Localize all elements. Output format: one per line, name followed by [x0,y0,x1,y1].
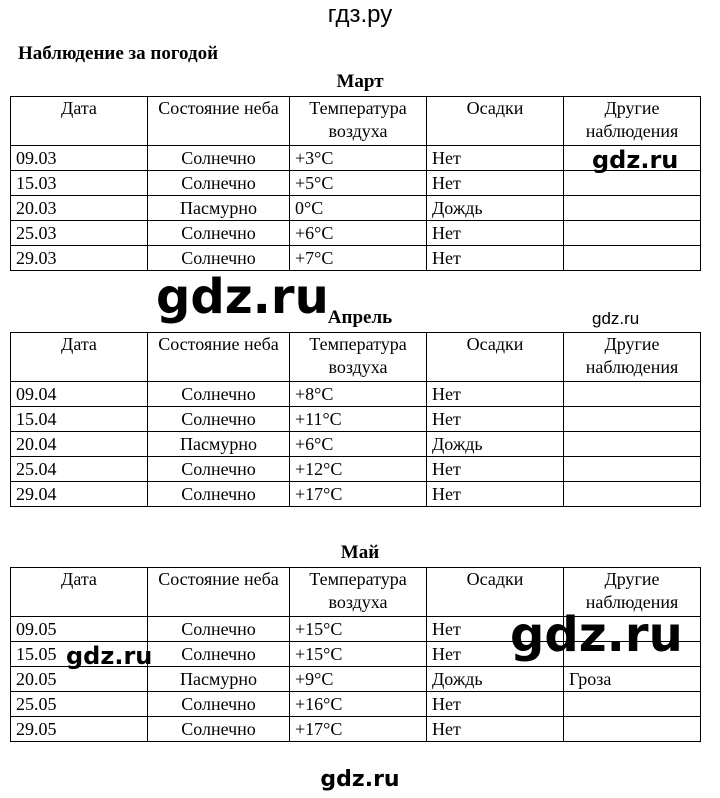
watermark: gdz.ru [592,146,679,174]
cell-precip: Нет [427,382,564,407]
table-row [11,382,701,407]
cell-sky: Солнечно [148,221,290,246]
cell-other [564,382,701,407]
cell-sky: Солнечно [148,642,290,667]
weather-table-march [10,96,701,271]
cell-precip: Нет [427,642,564,667]
cell-date: 15.05 [11,642,148,667]
cell-precip: Дождь [427,432,564,457]
column-header-sky: Состояние неба [148,333,290,382]
column-header-precip: Осадки [427,333,564,382]
site-title: гдз.ру [327,1,393,28]
cell-other [564,221,701,246]
cell-temp: +12°С [290,457,427,482]
cell-sky: Солнечно [148,617,290,642]
cell-sky: Пасмурно [148,667,290,692]
cell-temp: +7°С [290,246,427,271]
cell-temp: +3°С [290,146,427,171]
column-header-sky: Состояние неба [148,97,290,146]
cell-date: 20.05 [11,667,148,692]
month-title-april: Апрель [327,307,393,328]
table-row [11,717,701,742]
cell-temp: +16°С [290,692,427,717]
table-row [11,171,701,196]
cell-other [564,482,701,507]
column-header-other: Другие наблюдения [564,568,701,617]
cell-date: 29.05 [11,717,148,742]
table-row [11,407,701,432]
header-row [11,97,701,146]
footer-watermark: gdz.ru [320,767,400,792]
cell-sky: Пасмурно [148,196,290,221]
cell-date: 15.03 [11,171,148,196]
cell-temp: +6°С [290,221,427,246]
table-row [11,667,701,692]
cell-precip: Нет [427,617,564,642]
cell-other [564,717,701,742]
cell-sky: Солнечно [148,246,290,271]
cell-date: 29.04 [11,482,148,507]
cell-sky: Солнечно [148,482,290,507]
cell-sky: Солнечно [148,146,290,171]
header-row [11,333,701,382]
cell-precip: Дождь [427,667,564,692]
cell-other: Гроза [564,667,701,692]
watermark: gdz.ru [592,309,640,328]
cell-precip: Нет [427,246,564,271]
column-header-date: Дата [11,333,148,382]
column-header-other: Другие наблюдения [564,333,701,382]
cell-other [564,407,701,432]
column-header-date: Дата [11,97,148,146]
cell-sky: Пасмурно [148,432,290,457]
cell-sky: Солнечно [148,407,290,432]
cell-precip: Нет [427,482,564,507]
cell-precip: Нет [427,457,564,482]
cell-date: 25.04 [11,457,148,482]
cell-temp: +15°С [290,642,427,667]
cell-temp: +5°С [290,171,427,196]
column-header-precip: Осадки [427,97,564,146]
cell-other [564,171,701,196]
cell-date: 09.04 [11,382,148,407]
cell-other [564,692,701,717]
watermark: gdz.ru [156,269,329,325]
cell-temp: +17°С [290,482,427,507]
watermark: gdz.ru [510,607,683,663]
cell-date: 20.03 [11,196,148,221]
cell-temp: +15°С [290,617,427,642]
table-row [11,196,701,221]
document-heading: Наблюдение за погодой [18,43,219,64]
table-row [11,246,701,271]
cell-temp: 0°С [290,196,427,221]
cell-precip: Нет [427,407,564,432]
cell-other [564,196,701,221]
column-header-temp: Температура воздуха [290,333,427,382]
cell-date: 09.05 [11,617,148,642]
table-row [11,432,701,457]
cell-date: 20.04 [11,432,148,457]
cell-temp: +9°С [290,667,427,692]
cell-precip: Нет [427,171,564,196]
table-row [11,482,701,507]
column-header-precip: Осадки [427,568,564,617]
cell-date: 09.03 [11,146,148,171]
column-header-sky: Состояние неба [148,568,290,617]
cell-temp: +8°С [290,382,427,407]
month-title-may: Май [340,542,380,563]
watermark: gdz.ru [66,642,153,670]
cell-precip: Нет [427,692,564,717]
cell-precip: Нет [427,717,564,742]
column-header-other: Другие наблюдения [564,97,701,146]
column-header-temp: Температура воздуха [290,97,427,146]
cell-other [564,246,701,271]
cell-temp: +6°С [290,432,427,457]
column-header-temp: Температура воздуха [290,568,427,617]
month-title-march: Март [336,71,384,92]
table-row [11,692,701,717]
table-row [11,457,701,482]
cell-precip: Дождь [427,196,564,221]
cell-precip: Нет [427,221,564,246]
cell-sky: Солнечно [148,457,290,482]
cell-sky: Солнечно [148,717,290,742]
cell-precip: Нет [427,146,564,171]
cell-temp: +17°С [290,717,427,742]
cell-sky: Солнечно [148,171,290,196]
cell-date: 25.05 [11,692,148,717]
cell-temp: +11°С [290,407,427,432]
cell-sky: Солнечно [148,382,290,407]
table-row [11,221,701,246]
cell-date: 15.04 [11,407,148,432]
column-header-date: Дата [11,568,148,617]
cell-other [564,457,701,482]
cell-other [564,432,701,457]
cell-sky: Солнечно [148,692,290,717]
cell-date: 25.03 [11,221,148,246]
cell-date: 29.03 [11,246,148,271]
weather-table-april [10,332,701,507]
